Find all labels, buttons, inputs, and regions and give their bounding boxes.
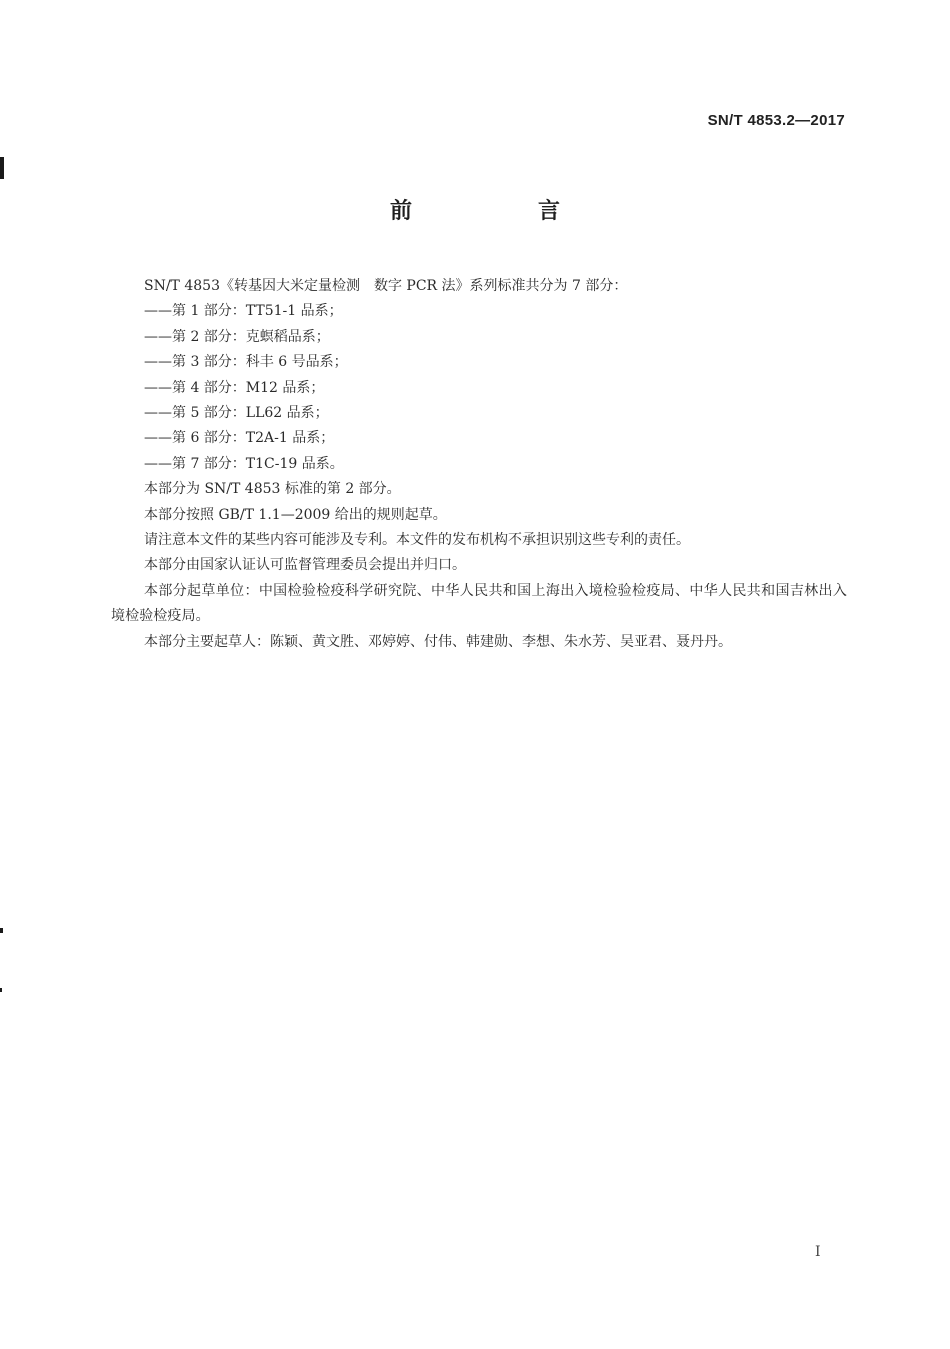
drafting-units-paragraph: 本部分起草单位：中国检验检疫科学研究院、中华人民共和国上海出入境检验检疫局、中华人民共和国吉林出入境检验检疫局。 <box>111 582 847 625</box>
scan-edge-mark <box>0 928 3 933</box>
scan-edge-mark <box>0 988 2 992</box>
intro-paragraph: SN/T 4853《转基因大米定量检测 数字 PCR 法》系列标准共分为 7 部分： <box>144 278 628 294</box>
proposed-by-paragraph: 本部分由国家认证认可监督管理委员会提出并归口。 <box>144 557 466 574</box>
patent-notice-paragraph: 请注意本文件的某些内容可能涉及专利。本文件的发布机构不承担识别这些专利的责任。 <box>144 532 690 549</box>
this-part-paragraph: 本部分为 SN/T 4853 标准的第 2 部分。 <box>144 481 401 498</box>
drafters-paragraph: 本部分主要起草人：陈颖、黄文胜、邓婷婷、付伟、韩建勋、李想、朱水芳、吴亚君、聂丹丹。 <box>144 633 732 650</box>
foreword-body <box>111 274 847 655</box>
part-list-item: ——第 2 部分：克螟稻品系； <box>144 328 330 345</box>
part-list-item: ——第 3 部分：科丰 6 号品系； <box>144 354 348 371</box>
part-list-item: ——第 1 部分：TT51-1 品系； <box>144 303 343 320</box>
page-title: 前 言 <box>389 199 612 224</box>
page-number: I <box>815 1244 821 1260</box>
document-code: SN/T 4853.2—2017 <box>707 112 845 129</box>
part-list-item: ——第 7 部分：T1C-19 品系。 <box>144 455 344 472</box>
scan-edge-mark <box>0 157 4 179</box>
drafting-rules-paragraph: 本部分按照 GB/T 1.1—2009 给出的规则起草。 <box>144 506 447 523</box>
part-list-item: ——第 6 部分：T2A-1 品系； <box>144 430 335 447</box>
part-list-item: ——第 5 部分：LL62 品系； <box>144 405 329 422</box>
part-list-item: ——第 4 部分：M12 品系； <box>144 379 325 396</box>
